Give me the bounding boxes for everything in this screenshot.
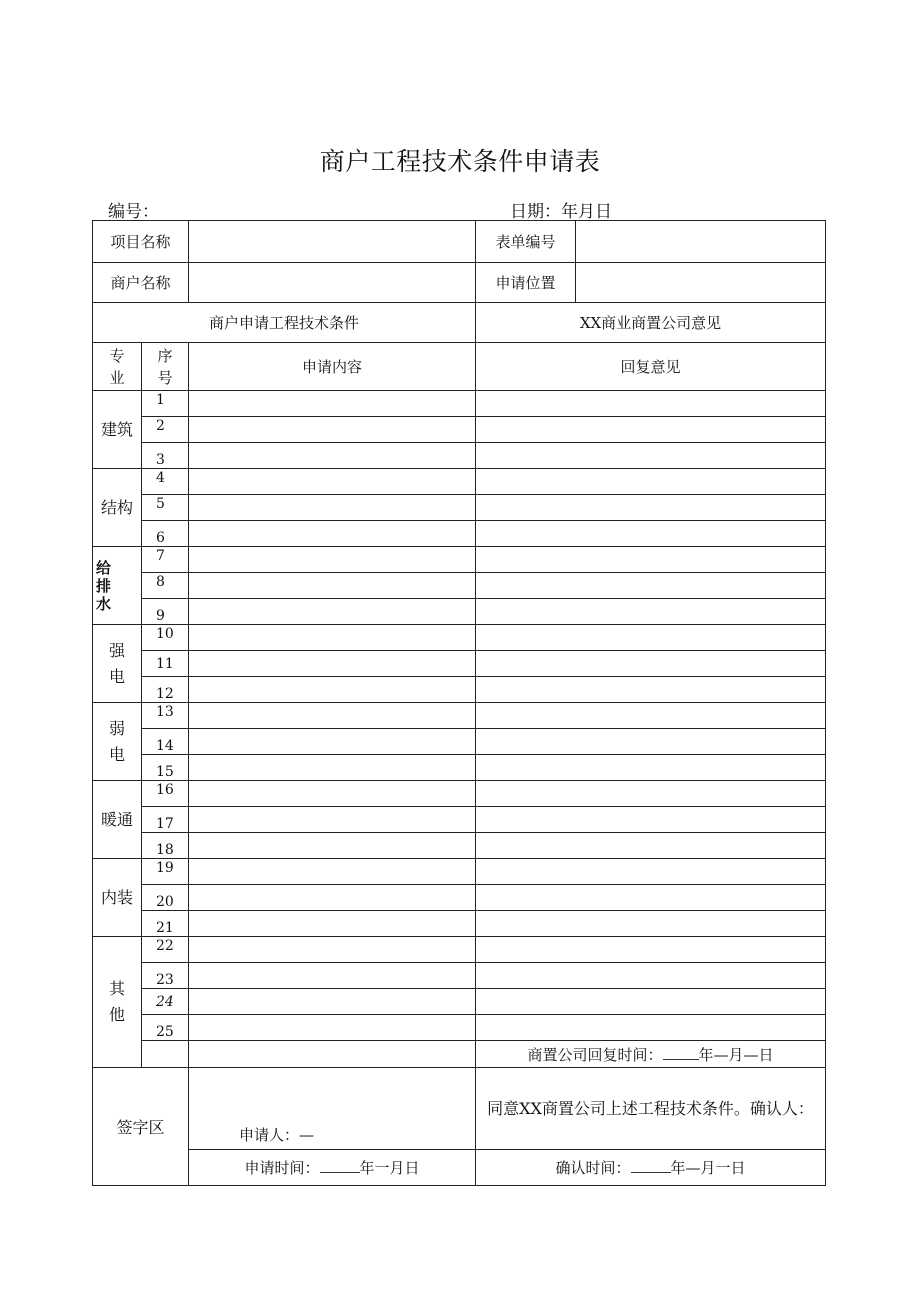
content-cell[interactable] [189,625,476,651]
row-number: 14 [142,729,189,755]
reply-cell[interactable] [476,911,826,937]
tenant-section-header: 商户申请工程技术条件 [93,303,476,343]
category-interior [93,859,142,937]
reply-cell[interactable] [476,781,826,807]
agree-confirm-cell[interactable] [476,1068,826,1150]
row-number: 23 [142,963,189,989]
reply-cell[interactable] [476,963,826,989]
category-architecture [93,391,142,469]
category-label: 内装 [100,887,133,907]
row-number: 24 [142,989,189,1015]
row-number: 7 [142,547,189,573]
row-number: 21 [142,911,189,937]
category-label: 给 [96,558,112,577]
row-number [142,1041,189,1068]
application-form-table [92,220,826,1186]
applicant-signature-cell[interactable] [189,1068,476,1150]
row-number: 13 [142,703,189,729]
project-name-label: 项目名称 [93,221,189,263]
row-number: 4 [142,469,189,495]
category-label: 暖通 [100,809,133,829]
category-weak-current [93,703,142,781]
reply-cell[interactable] [476,417,826,443]
content-cell[interactable] [189,495,476,521]
confirm-time-label: 确认时间： [555,1159,631,1177]
signature-area-label: 签字区 [93,1068,189,1186]
category-structure [93,469,142,547]
form-number-field-label: 表单编号 [476,221,576,263]
content-cell[interactable] [189,573,476,599]
content-cell[interactable] [189,677,476,703]
row-number: 2 [142,417,189,443]
reply-cell[interactable] [476,755,826,781]
row-number: 19 [142,859,189,885]
reply-time-label: 商置公司回复时间： [527,1045,663,1064]
confirm-year-blank[interactable] [631,1158,671,1173]
reply-cell[interactable] [476,859,826,885]
specialty-header-char: 专 [109,346,125,365]
content-cell[interactable] [189,885,476,911]
seq-column-header [142,343,189,391]
apply-location-field[interactable] [576,263,826,303]
reply-time-cell [476,1041,826,1068]
row-number: 11 [142,651,189,677]
reply-cell[interactable] [476,885,826,911]
reply-cell[interactable] [476,547,826,573]
tenant-name-label: 商户名称 [93,263,189,303]
reply-cell[interactable] [476,443,826,469]
row-number: 10 [142,625,189,651]
content-cell[interactable] [189,989,476,1015]
date-label: 日期：年月日 [510,202,612,222]
company-section-header: XX商业商置公司意见 [476,303,826,343]
content-cell[interactable] [189,781,476,807]
row-number: 15 [142,755,189,781]
table-row [93,221,826,263]
applicant-label: 申请人：— [239,1126,315,1144]
row-number: 5 [142,495,189,521]
agree-text: 同意XX商置公司上述工程技术条件。确认人： [487,1098,814,1118]
content-cell[interactable] [189,807,476,833]
content-cell[interactable] [189,703,476,729]
reply-cell[interactable] [476,677,826,703]
reply-cell[interactable] [476,937,826,963]
form-number-label: 编号： [108,202,159,222]
content-cell[interactable] [189,911,476,937]
form-number-field[interactable] [576,221,826,263]
reply-cell[interactable] [476,1015,826,1041]
category-hvac [93,781,142,859]
reply-cell[interactable] [476,469,826,495]
content-cell[interactable] [189,1041,476,1068]
confirm-time-suffix: 年—月一日 [670,1159,746,1177]
row-number: 17 [142,807,189,833]
confirm-time-cell [476,1150,826,1186]
reply-cell[interactable] [476,495,826,521]
row-number: 12 [142,677,189,703]
category-label: 电 [108,744,125,764]
content-cell[interactable] [189,469,476,495]
category-label: 其 [108,979,125,998]
row-number: 8 [142,573,189,599]
category-other [93,937,142,1068]
reply-cell[interactable] [476,807,826,833]
row-number: 1 [142,391,189,417]
row-number: 22 [142,937,189,963]
content-cell[interactable] [189,417,476,443]
reply-year-blank[interactable] [663,1045,699,1060]
row-number: 18 [142,833,189,859]
category-label: 强 [108,640,125,660]
content-cell[interactable] [189,937,476,963]
category-label: 排 [96,576,112,595]
table-row [93,343,826,391]
content-cell[interactable] [189,651,476,677]
category-label: 他 [108,1005,125,1024]
content-cell[interactable] [189,1015,476,1041]
reply-cell[interactable] [476,599,826,625]
category-strong-current [93,625,142,703]
category-label: 建筑 [100,419,133,439]
content-cell[interactable] [189,755,476,781]
category-plumbing [93,547,142,625]
reply-cell[interactable] [476,625,826,651]
content-cell[interactable] [189,443,476,469]
apply-time-cell [189,1150,476,1186]
apply-time-suffix: 年一月日 [359,1159,420,1177]
seq-header-char: 序 [157,346,173,365]
page-title: 商户工程技术条件申请表 [319,147,601,176]
reply-cell[interactable] [476,989,826,1015]
tenant-name-field[interactable] [189,263,476,303]
content-cell[interactable] [189,599,476,625]
category-label: 电 [108,666,125,686]
table-row [93,263,826,303]
seq-header-char: 号 [157,368,173,387]
content-cell[interactable] [189,547,476,573]
row-number: 3 [142,443,189,469]
reply-cell[interactable] [476,651,826,677]
row-number: 6 [142,521,189,547]
reply-cell[interactable] [476,729,826,755]
content-cell[interactable] [189,521,476,547]
specialty-header-char: 业 [109,368,125,387]
reply-cell[interactable] [476,573,826,599]
reply-cell[interactable] [476,833,826,859]
content-cell[interactable] [189,391,476,417]
row-number: 25 [142,1015,189,1041]
apply-location-label: 申请位置 [476,263,576,303]
reply-column-header: 回复意见 [476,343,826,391]
content-cell[interactable] [189,859,476,885]
reply-cell[interactable] [476,703,826,729]
content-column-header: 申请内容 [189,343,476,391]
category-label: 水 [96,594,112,613]
category-label: 结构 [100,497,133,517]
reply-cell[interactable] [476,391,826,417]
content-cell[interactable] [189,963,476,989]
category-label: 弱 [108,718,125,738]
row-number: 9 [142,599,189,625]
table-row [93,303,826,343]
row-number: 16 [142,781,189,807]
content-cell[interactable] [189,833,476,859]
reply-time-suffix: 年—月—日 [698,1045,774,1064]
content-cell[interactable] [189,729,476,755]
apply-year-blank[interactable] [320,1158,360,1173]
apply-time-label: 申请时间： [244,1159,320,1177]
row-number: 20 [142,885,189,911]
project-name-field[interactable] [189,221,476,263]
reply-cell[interactable] [476,521,826,547]
specialty-column-header [93,343,142,391]
